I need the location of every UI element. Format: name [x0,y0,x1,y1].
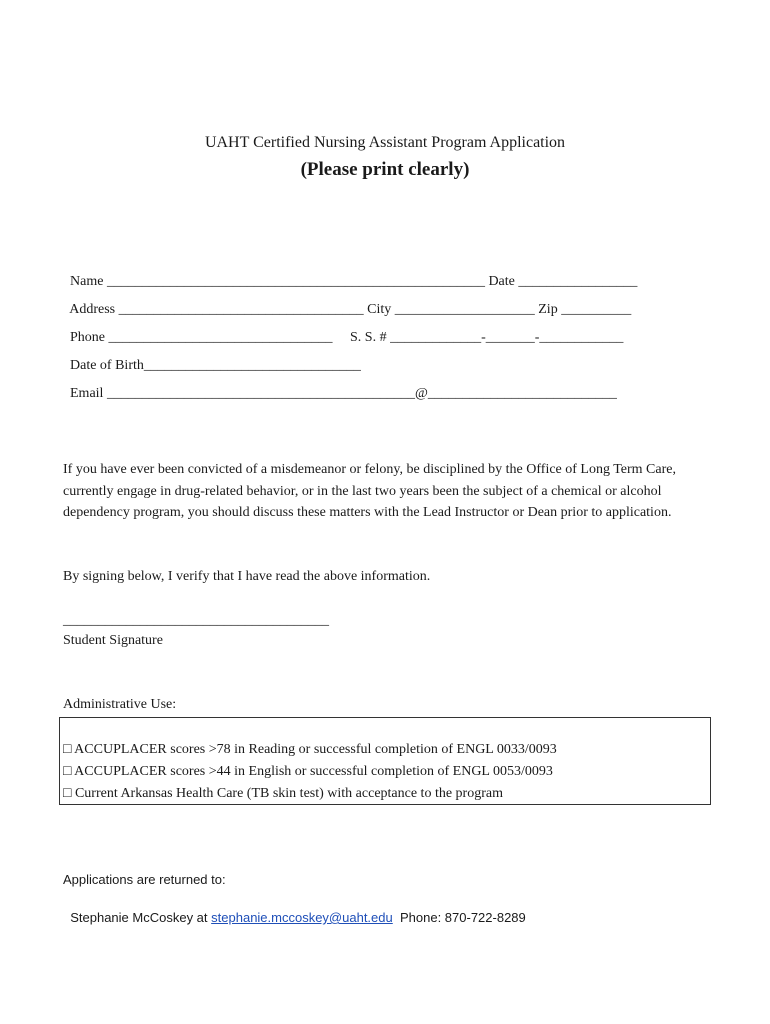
signature-field[interactable]: ______________________________________ [63,613,329,628]
city-field[interactable]: ____________________ [394,302,535,317]
name-label: Name [70,274,104,289]
zip-field[interactable]: __________ [561,302,632,317]
admin-item-health-care[interactable]: □ Current Arkansas Health Care (TB skin test) with acceptance to the program [63,786,503,801]
address-field[interactable]: ___________________________________ [118,302,364,317]
dob-label: Date of Birth [70,358,144,373]
page-title: UAHT Certified Nursing Assistant Program Application [204,134,566,151]
ssn-field[interactable]: _____________-_______-____________ [390,330,624,345]
returned-to-text: Applications are returned to: [63,872,226,887]
contact-line [63,894,526,926]
zip-label: Zip [538,302,558,317]
email-label: Email [70,386,104,401]
contact-name: Stephanie McCoskey at [70,910,208,925]
signature-label: Student Signature [63,633,163,648]
city-label: City [367,302,392,317]
dob-field[interactable]: _______________________________ [143,358,361,373]
ssn-label: S. S. # [350,330,387,345]
phone-label: Phone [70,330,105,345]
email-field[interactable]: ____________________________________________@___________________________ [106,386,617,401]
admin-item-reading[interactable]: □ ACCUPLACER scores >78 in Reading or successful completion of ENGL 0033/0093 [63,742,557,757]
contact-phone: Phone: 870-722-8289 [399,910,526,925]
page-subtitle: (Please print clearly) [300,159,470,180]
contact-email-link[interactable]: stephanie.mccoskey@uaht.edu [211,910,393,925]
name-field[interactable]: ______________________________________________________ [106,274,485,289]
disclosure-paragraph: If you have ever been convicted of a misdemeanor or felony, be disciplined by the Office of Long Term Care, currently engage in drug-related behavior, or in the last two years been the subject of a chemical or alcohol dependency program, you should discuss these matters with the Lead Instructor or Dean prior to application. [63,462,676,520]
address-label: Address [69,302,116,317]
date-label: Date [488,274,515,289]
date-field[interactable]: _________________ [518,274,638,289]
phone-field[interactable]: ________________________________ [108,330,333,345]
admin-item-english[interactable]: □ ACCUPLACER scores >44 in English or successful completion of ENGL 0053/0093 [63,764,553,779]
admin-heading: Administrative Use: [63,697,177,712]
verify-statement: By signing below, I verify that I have read the above information. [63,569,431,584]
email-row [63,370,617,402]
